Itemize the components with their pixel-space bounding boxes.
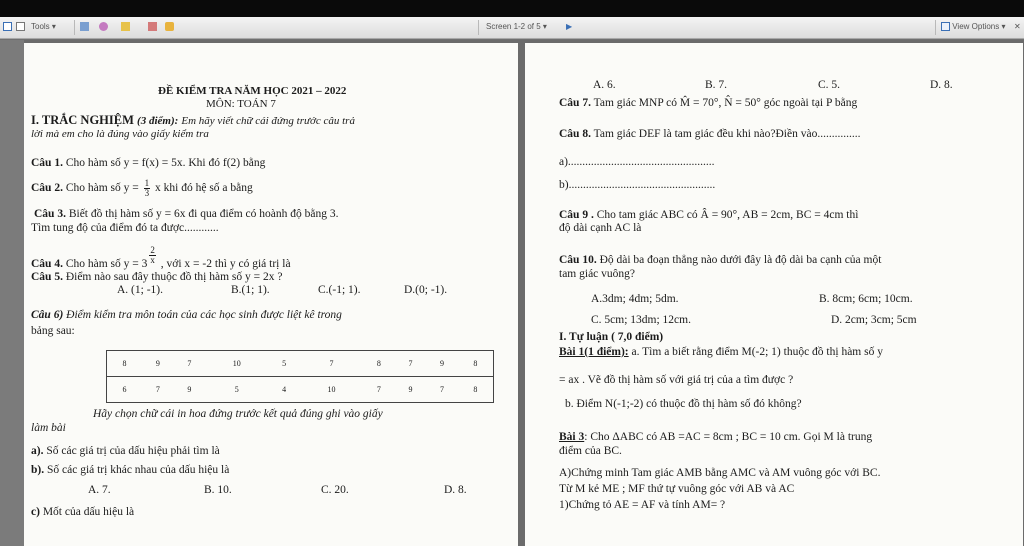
- table-cell: 8: [458, 377, 494, 403]
- question-number: Câu 10.: [559, 254, 597, 266]
- section1-instruction: Em hãy viết chữ cái đứng trước câu trả: [181, 115, 355, 127]
- question-text: Điểm nào sau đây thuộc đồ thị hàm số y = 2x ?: [65, 271, 283, 283]
- question-text: Tam giác DEF là tam giác đều khi nào?Điền vào...............: [593, 128, 861, 140]
- question-text: Cho hàm số y = f(x) = 5x. Khi đó f(2) bằng: [65, 157, 266, 169]
- question-c: [31, 505, 134, 519]
- qb-option-d: D. 8.: [444, 484, 467, 496]
- table-cell: 10: [232, 359, 241, 368]
- toolbar-divider: [935, 20, 936, 35]
- q10-option-a: A.3dm; 4dm; 5dm.: [591, 293, 679, 305]
- table-cell: 7: [363, 377, 395, 403]
- question-10: [559, 253, 881, 267]
- close-icon[interactable]: ✕: [1014, 22, 1021, 31]
- section1-title: I. TRẮC NGHIỆM: [31, 113, 134, 127]
- page-right: [525, 43, 1023, 546]
- table-cell: 8: [473, 359, 478, 368]
- table-cell: 10: [300, 377, 363, 403]
- q5-option-c: C.(-1; 1).: [318, 284, 361, 296]
- bai-1-part-b: b. Điểm N(-1;-2) có thuộc đồ thị hàm số đó không?: [565, 398, 802, 410]
- folder-icon[interactable]: [121, 22, 130, 31]
- q8-blank-a: a)...................................................: [559, 156, 715, 168]
- section2-heading: I. Tự luận ( 7,0 điểm): [559, 331, 664, 343]
- question-number: Câu 4.: [31, 258, 63, 271]
- question-text: Biết đồ thị hàm số y = 6x đi qua điểm có hoành độ bằng 3.: [68, 208, 339, 220]
- bai-3-part-a: A)Chứng minh Tam giác AMB bằng AMC và AM vuông góc với BC.: [559, 467, 881, 479]
- question-9: [559, 208, 858, 222]
- table-cell: 5: [205, 377, 268, 403]
- bai-3-cont: điểm của BC.: [559, 445, 622, 457]
- power-base: 3: [141, 258, 148, 271]
- question-1: [31, 156, 265, 170]
- question-8: [559, 127, 860, 141]
- question-number: Câu 7.: [559, 97, 591, 109]
- view-options-label: View Options ▾: [952, 22, 1006, 31]
- question-5: [31, 270, 282, 284]
- fraction-numerator: 2: [150, 245, 155, 255]
- top-option-b: B. 7.: [705, 79, 728, 91]
- question-10-cont: tam giác vuông?: [559, 268, 636, 280]
- question-number: Câu 6): [31, 309, 64, 321]
- page-left: [24, 43, 518, 546]
- question-text: Mốt của dấu hiệu là: [42, 506, 135, 518]
- section1-instruction-cont: lời mà em cho là đúng vào giấy kiểm tra: [31, 128, 209, 140]
- problem-text: : Cho ΔABC có AB =AC = 8cm ; BC = 10 cm. Gọi M là trung: [584, 431, 873, 443]
- question-7: [559, 96, 857, 110]
- question-number: c): [31, 506, 40, 518]
- question-2: [31, 179, 253, 198]
- bai-1: [559, 345, 883, 359]
- table-cell: 9: [174, 377, 206, 403]
- problem-number: Bài 3: [559, 431, 585, 443]
- bai-3-construction: Từ M kẻ ME ; MF thứ tự vuông góc với AB và AC: [559, 483, 795, 495]
- question-text: x khi đó hệ số a bằng: [155, 182, 253, 195]
- tools-menu[interactable]: Tools ▾: [31, 22, 56, 31]
- problem-number: Bài 1(1 điểm):: [559, 346, 629, 358]
- screen-selector[interactable]: Screen 1-2 of 5 ▾: [486, 22, 547, 31]
- question-text: Số các giá trị của dấu hiệu phải tìm là: [46, 445, 220, 457]
- question-b: [31, 463, 229, 477]
- top-option-a: A. 6.: [593, 79, 616, 91]
- qb-option-c: C. 20.: [321, 484, 349, 496]
- bai-1-cont: = ax . Vẽ đồ thị hàm số với giá trị của a tìm được ?: [559, 374, 794, 386]
- table-cell: 8: [122, 359, 127, 368]
- shape-icon[interactable]: [165, 22, 174, 31]
- problem-text: a. Tìm a biết rằng điểm M(-2; 1) thuộc đồ thị hàm số y: [631, 346, 883, 358]
- top-black-bar: [0, 0, 1024, 17]
- view-options-menu[interactable]: [941, 22, 1005, 31]
- table-cell: 7: [426, 377, 458, 403]
- table-row: [107, 351, 494, 377]
- table-cell: 7: [142, 377, 174, 403]
- question-3: [34, 207, 339, 221]
- table-cell: 7: [329, 359, 334, 368]
- page-icon[interactable]: [16, 22, 25, 31]
- doc-icon[interactable]: [3, 22, 12, 31]
- brush-icon[interactable]: [99, 22, 108, 31]
- question-text: Tam giác MNP có M̂ = 70°, N̂ = 50° góc ngoài tại P bằng: [593, 97, 858, 109]
- question-text: Số các giá trị khác nhau của dấu hiệu là: [46, 464, 230, 476]
- table-cell: 8: [376, 359, 381, 368]
- question-a: [31, 444, 220, 458]
- q5-option-b: B.(1; 1).: [231, 284, 270, 296]
- question-number: a).: [31, 445, 44, 457]
- question-text: Độ dài ba đoạn thẳng nào dưới đây là độ dài ba cạnh của một: [599, 254, 882, 266]
- exponent-fraction: [149, 246, 156, 265]
- question-number: Câu 9 .: [559, 209, 594, 221]
- pencil-icon[interactable]: [148, 22, 157, 31]
- q5-option-d: D.(0; -1).: [404, 284, 448, 296]
- question-number: Câu 2.: [31, 182, 63, 195]
- q10-option-b: B. 8cm; 6cm; 10cm.: [819, 293, 913, 305]
- fraction-denominator: x: [150, 255, 155, 265]
- toolbar: [0, 17, 1024, 39]
- left-margin-strip: [0, 40, 24, 546]
- toolbar-divider: [478, 20, 479, 35]
- q10-option-d: D. 2cm; 3cm; 5cm: [831, 314, 917, 326]
- table-cell: 7: [187, 359, 192, 368]
- question-6-cont: bảng sau:: [31, 325, 75, 337]
- q10-option-c: C. 5cm; 13dm; 12cm.: [591, 314, 691, 326]
- exam-title: ĐỀ KIỂM TRA NĂM HỌC 2021 – 2022: [158, 85, 347, 97]
- table-cell: 6: [107, 377, 143, 403]
- fraction: [144, 179, 151, 198]
- question-text: Điểm kiểm tra môn toán của các học sinh được liệt kê trong: [66, 309, 342, 321]
- table-cell: 5: [282, 359, 287, 368]
- question-number: b).: [31, 464, 45, 476]
- question-number: Câu 3.: [34, 208, 66, 220]
- score-table: [106, 350, 494, 403]
- question-text: , với x = -2 thì y có giá trị là: [160, 258, 291, 271]
- top-option-d: D. 8.: [930, 79, 953, 91]
- toolbar-divider: [74, 20, 75, 35]
- table-row: [107, 377, 494, 403]
- fraction-denominator: 3: [144, 188, 150, 198]
- bai-3: [559, 430, 872, 444]
- bai-3-part-1: 1)Chứng tỏ AE = AF và tính AM= ?: [559, 499, 726, 511]
- instruction-2-cont: làm bài: [31, 422, 66, 434]
- table-cell: 9: [395, 377, 427, 403]
- table-cell: 7: [408, 359, 413, 368]
- instruction-2: Hãy chọn chữ cái in hoa đứng trước kết quả đúng ghi vào giấy: [93, 408, 383, 420]
- top-option-c: C. 5.: [818, 79, 841, 91]
- question-number: Câu 5.: [31, 271, 63, 283]
- format-icon[interactable]: [80, 22, 89, 31]
- qb-option-a: A. 7.: [88, 484, 111, 496]
- table-cell: 4: [268, 377, 300, 403]
- question-number: Câu 1.: [31, 157, 63, 169]
- q8-blank-b: b)...................................................: [559, 179, 716, 191]
- fraction-numerator: 1: [144, 178, 150, 188]
- question-3-cont: Tìm tung độ của điểm đó ta được............: [31, 222, 219, 234]
- section1-heading: [31, 113, 355, 128]
- section1-points: (3 điểm):: [137, 115, 179, 127]
- q5-option-a: A. (1; -1).: [117, 284, 163, 296]
- question-text: Cho hàm số y =: [65, 258, 139, 271]
- question-number: Câu 8.: [559, 128, 591, 140]
- table-cell: 9: [440, 359, 445, 368]
- qb-option-b: B. 10.: [204, 484, 232, 496]
- question-9-cont: độ dài cạnh AC là: [559, 222, 642, 234]
- question-text: Cho hàm số y =: [65, 182, 139, 195]
- question-6: [31, 308, 342, 322]
- play-icon[interactable]: ▶: [566, 22, 573, 31]
- table-cell: 9: [155, 359, 160, 368]
- question-text: Cho tam giác ABC có Â = 90°, AB = 2cm, BC = 4cm thì: [596, 209, 859, 221]
- exam-subject: MÔN: TOÁN 7: [206, 98, 276, 110]
